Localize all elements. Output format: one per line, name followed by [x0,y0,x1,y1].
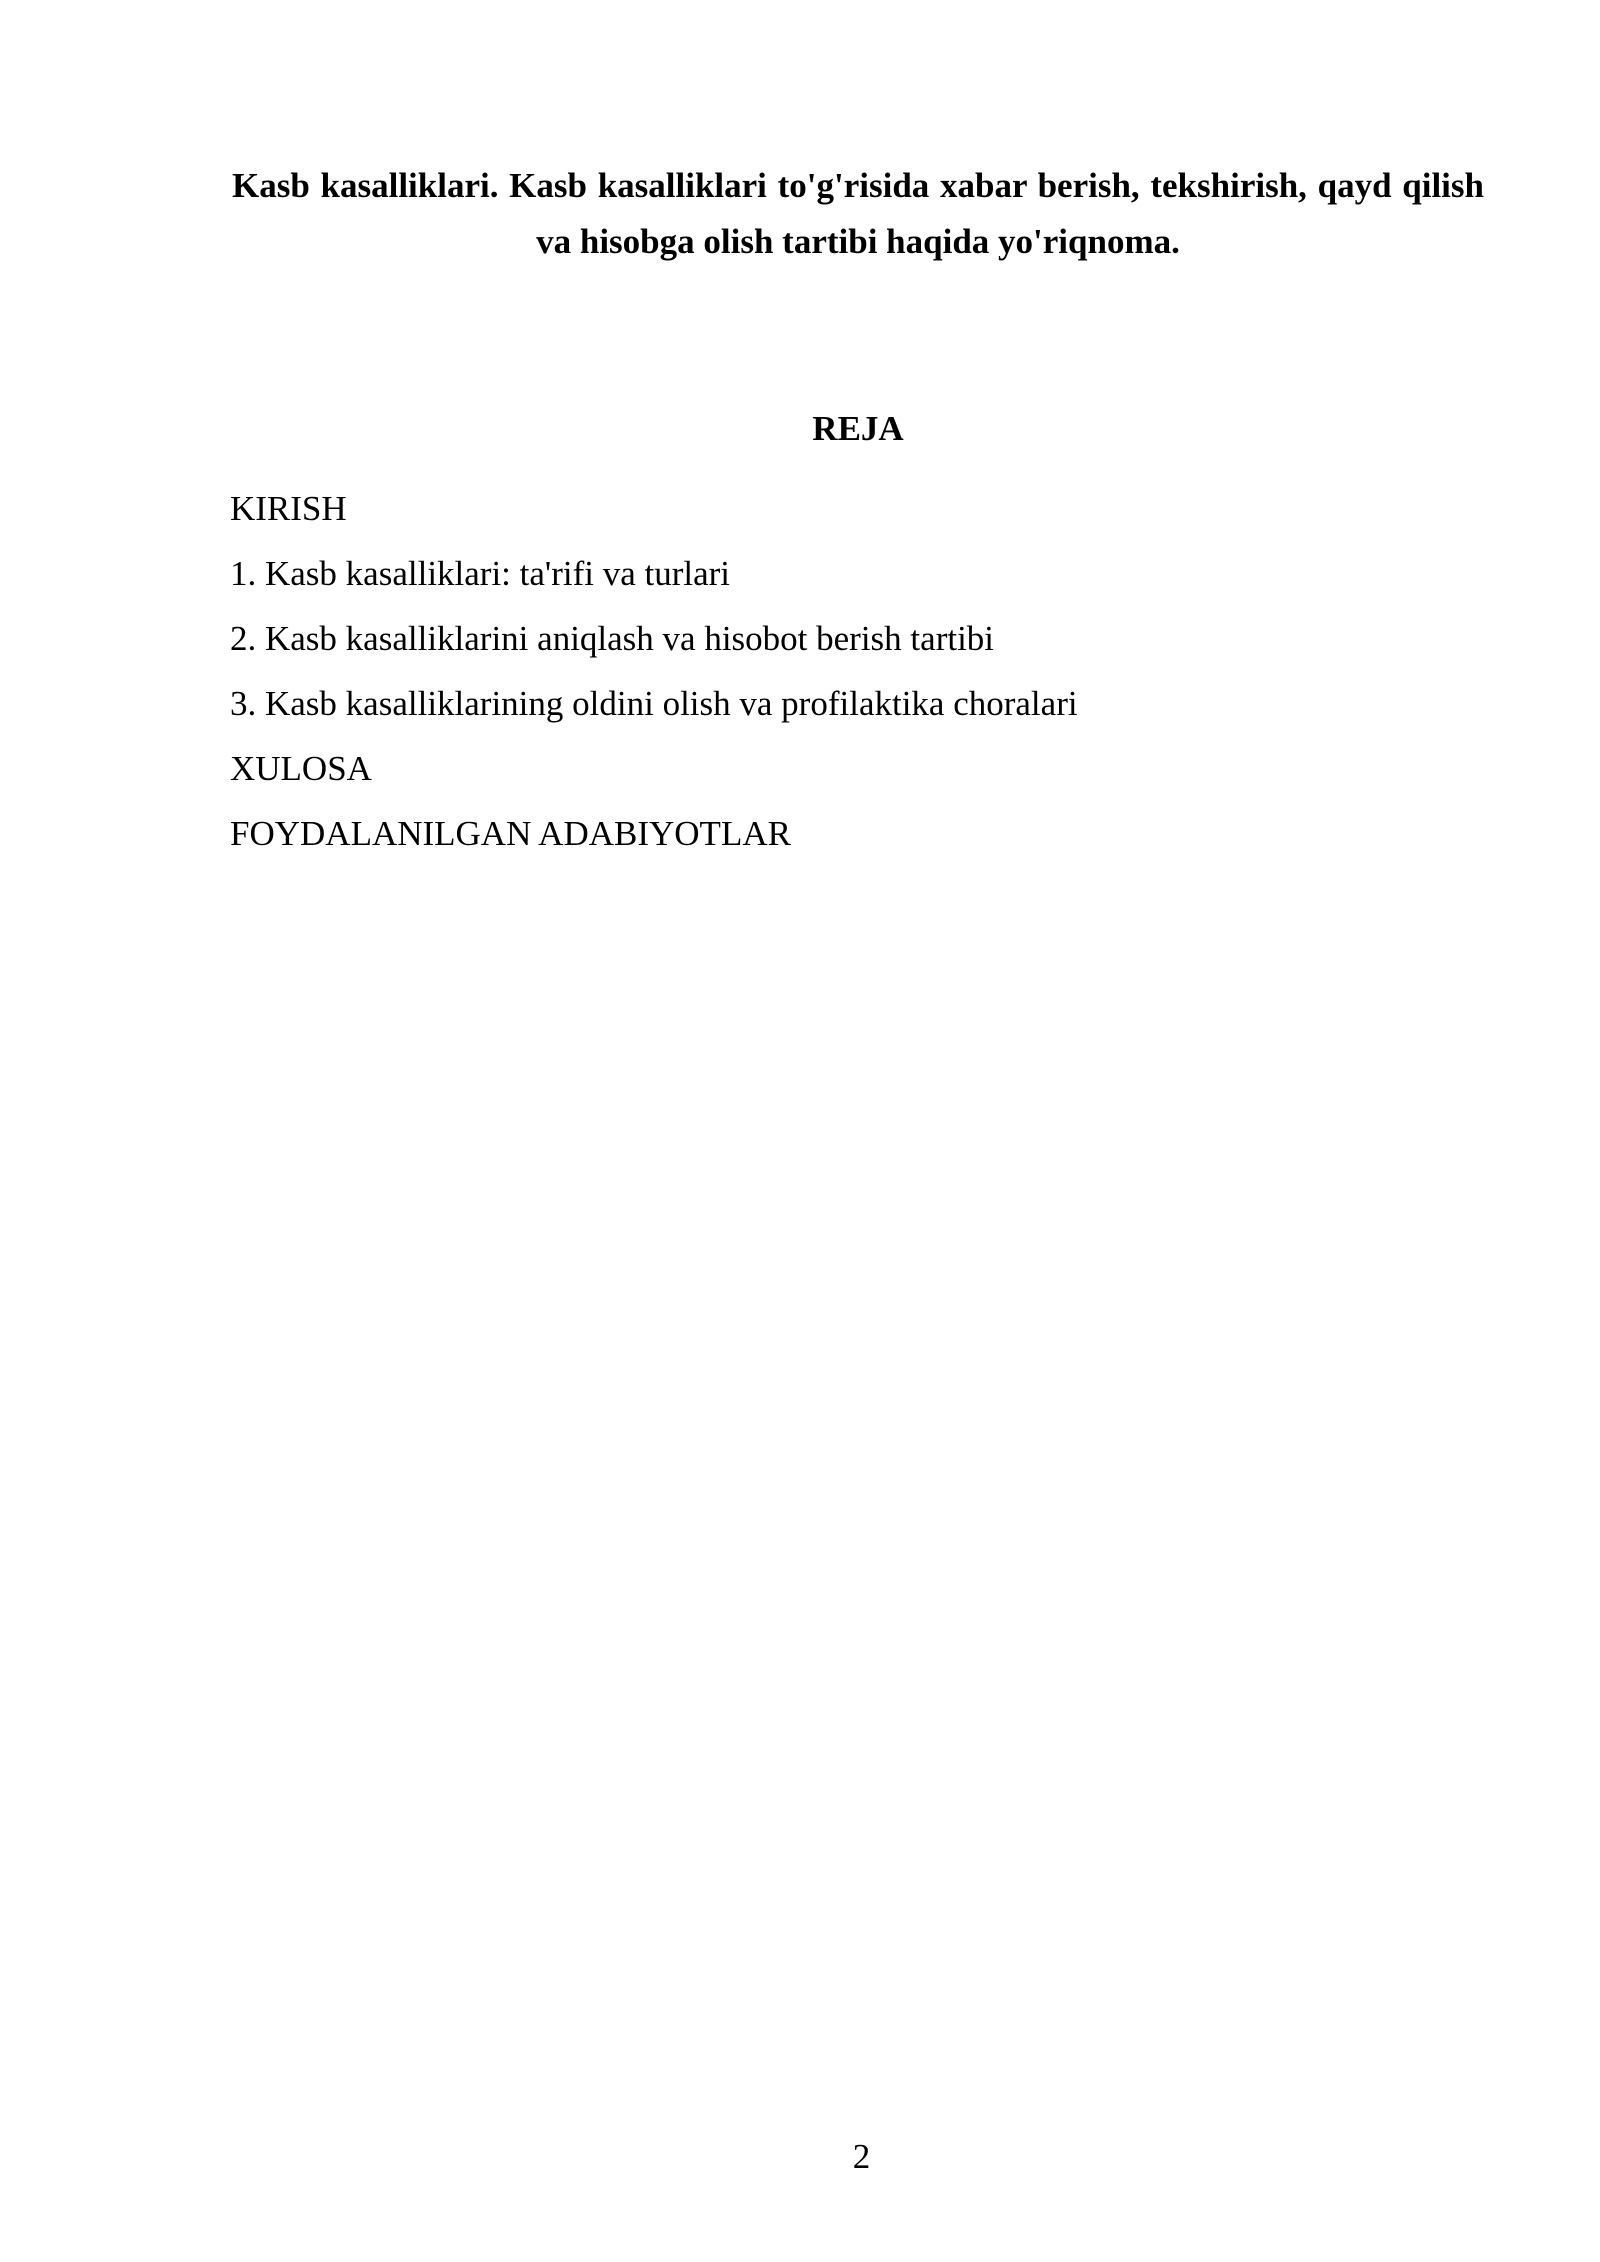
plan-item-3: 3. Kasb kasalliklarining oldini olish va profilaktika choralari [230,684,1078,723]
page-number: 2 [852,2137,871,2176]
plan-list [230,476,1484,866]
plan-heading: REJA [812,409,904,448]
document-title: Kasb kasalliklari. Kasb kasalliklari to'g'risida xabar berish, tekshirish, qayd qilish va hisobga olish tartibi haqida yo'riqnoma. [232,166,1484,261]
plan-item-introduction: KIRISH [230,489,347,528]
plan-item-2: 2. Kasb kasalliklarini aniqlash va hisobot berish tartibi [230,619,995,658]
plan-item-1: 1. Kasb kasalliklari: ta'rifi va turlari [230,554,731,593]
plan-item-references: FOYDALANILGAN ADABIYOTLAR [230,814,791,853]
plan-item-conclusion: XULOSA [230,749,372,788]
